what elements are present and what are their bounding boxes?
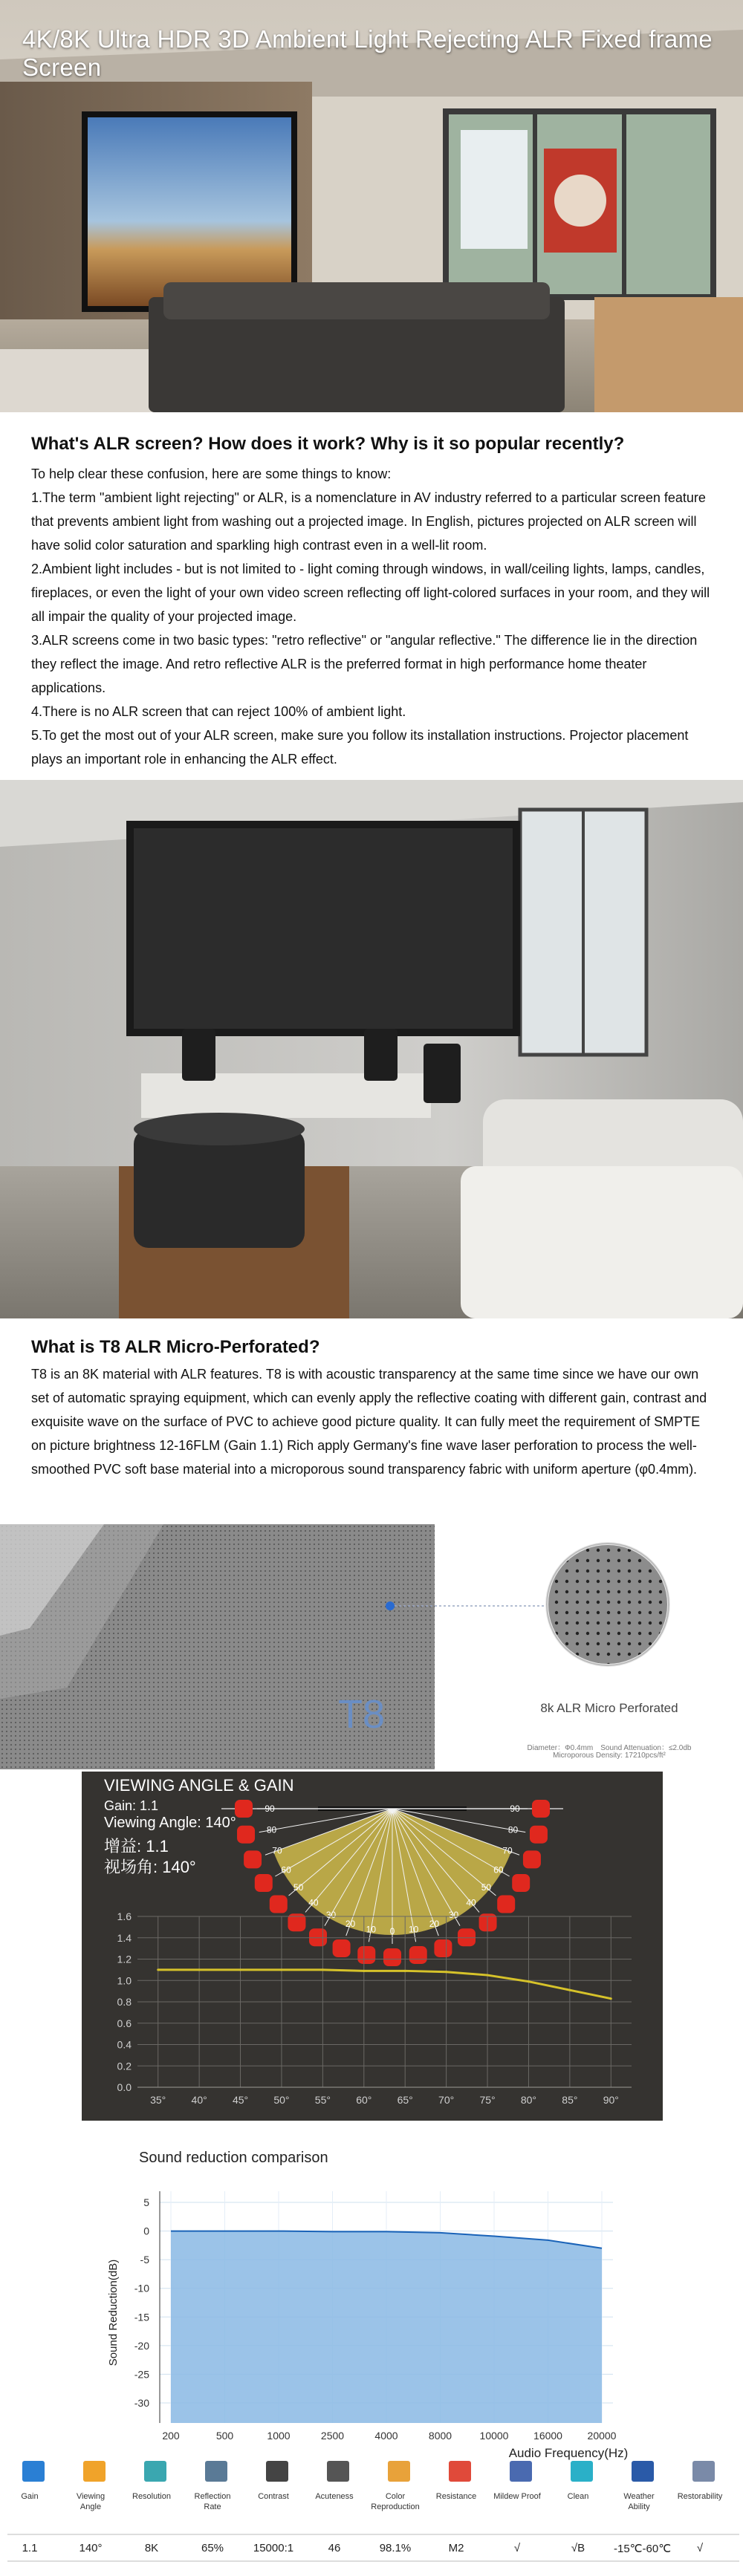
y-tick-label: 1.2 [117,1953,132,1965]
angle-label: 70 [502,1845,513,1856]
t8-caption: 8k ALR Micro Perforated [540,1701,678,1715]
angle-label: 40 [308,1897,319,1908]
seat-marker [530,1826,548,1844]
spec-icon [571,2461,593,2482]
y-tick-label: 1.0 [117,1974,132,1987]
spec-label: Weather Ability [623,2492,655,2511]
spec-label: Restorability [677,2492,723,2501]
spec-label: Viewing Angle [76,2492,106,2511]
spec-value: 8K [144,2542,159,2554]
gain-point [528,1980,530,1983]
spec-icon [632,2461,654,2482]
angle-label: 70 [272,1845,282,1856]
angle-label: 50 [293,1882,304,1893]
x-tick-label: 90° [603,2094,619,2106]
seat-marker [434,1939,452,1957]
t8-paragraph: T8 is an 8K material with ALR features. T8 is with acoustic transparency at the same time since we have our own set of automatic spraying equipment, which can evenly apply the reflective coating with different gain, contrast and exquisite wave on the surface of PVC to achieve good picture quality. It can fully meet the requirement of SMPTE on picture brightness 12-16FLM (Gain 1.1) Rich apply Germany's fine wave laser perforation to process the well-smoothed PVC soft base material into a microporous sound transparency fabric with uniform aperture (φ0.4mm). [31,1367,707,1477]
x-tick-label: 45° [232,2094,249,2106]
y-tick-label: -10 [134,2282,149,2294]
spec-cell [554,2459,602,2563]
spec-value: 98.1% [379,2542,412,2554]
seat-marker [532,1800,550,1818]
spec-cell [614,2459,672,2563]
gain-cn: 增益: 1.1 [104,1837,169,1855]
spec-cell [493,2459,541,2563]
angle-label: 80 [266,1824,277,1835]
gain-point [157,1968,159,1971]
gain-point [239,1968,241,1971]
angle-label: 20 [429,1919,440,1930]
y-tick-label: -25 [134,2368,149,2381]
gain-point [198,1968,201,1971]
spec-cell [311,2459,358,2563]
viewing-angle-cn: 视场角: 140° [104,1858,196,1876]
y-tick-label: -20 [134,2339,149,2352]
gain-point [280,1968,282,1971]
spec-icon [22,2461,45,2482]
t8-label: T8 [338,1692,386,1737]
seat-marker [458,1928,476,1946]
x-tick-label: 200 [162,2430,180,2442]
gain-point [445,1971,447,1973]
spec-icon [388,2461,410,2482]
alr-paragraph: 1.The term "ambient light rejecting" or ALR, is a nomenclature in AV industry referred to a particular screen feature that prevents ambient light from washing out a projected image. In English, pictures projected on ALR screen will have solid color saturation and sparkling high contrast even in a well-lit room. [31,490,706,553]
seat-marker [309,1928,327,1946]
x-tick-label: 75° [479,2094,496,2106]
seat-marker [409,1946,427,1964]
spec-label: Color Reproduction [371,2492,420,2511]
spec-icon [266,2461,288,2482]
alr-text [31,462,713,771]
angle-label: 10 [408,1924,419,1935]
angle-label: 80 [507,1824,519,1835]
viewing-angle-panel [82,1772,663,2121]
x-axis-label: Audio Frequency(Hz) [508,2446,629,2460]
gain-point [363,1970,365,1972]
y-tick-label: -5 [140,2254,149,2266]
spec-value: √ [696,2542,704,2554]
spec-label: Mildew Proof [493,2492,541,2501]
x-tick-label: 40° [191,2094,207,2106]
angle-label: 50 [481,1882,492,1893]
angle-label: 0 [389,1926,395,1936]
spec-icon [449,2461,471,2482]
seat-marker [523,1850,541,1868]
y-tick-label: -15 [134,2311,149,2323]
y-tick-label: 0.4 [117,2038,132,2051]
x-tick-label: 65° [397,2094,413,2106]
hero-title: 4K/8K Ultra HDR 3D Ambient Light Rejecting ALR Fixed frame Screen [22,25,713,81]
spec-label: Acuteness [315,2492,354,2501]
spec-value: √ [513,2542,521,2554]
seat-marker [497,1896,515,1913]
spec-value: 65% [201,2542,224,2554]
spec-icon [327,2461,349,2482]
y-tick-label: 0 [143,2225,149,2237]
seat-marker [255,1874,273,1892]
spec-cell [372,2459,419,2563]
alr-paragraph: 5.To get the most out of your ALR screen, make sure you follow its installation instructions. Projector placement plays an important role in enhancing the ALR effect. [31,728,689,767]
spec-value: √B [571,2542,585,2554]
y-tick-label: 5 [143,2196,149,2208]
spec-value: 46 [328,2542,341,2554]
x-tick-label: 1000 [267,2430,291,2442]
y-tick-label: 1.6 [117,1910,132,1922]
alr-paragraph: 4.There is no ALR screen that can reject 100% of ambient light. [31,704,406,719]
angle-label: 10 [366,1924,377,1935]
angle-label: 90 [265,1803,275,1814]
angle-label: 60 [281,1864,291,1876]
gain-en: Gain: 1.1 [104,1798,159,1813]
spec-value: M2 [448,2542,464,2554]
alr-heading: What's ALR screen? How does it work? Why is it so popular recently? [31,434,625,454]
angle-label: 30 [448,1909,459,1920]
spec-icon [510,2461,532,2482]
seat-marker [383,1948,401,1966]
spec-cell [6,2459,53,2563]
spec-value: -15℃-60℃ [614,2543,672,2555]
seat-marker [512,1874,530,1892]
seat-marker [270,1896,288,1913]
sound-title: Sound reduction comparison [139,2150,328,2166]
angle-label: 20 [345,1919,356,1930]
gain-point [568,1989,571,1991]
projector-room-photo [0,780,743,1318]
t8-material-detail [0,1524,743,1769]
spec-label: Gain [21,2492,39,2501]
spec-table [0,2459,743,2574]
seat-marker [235,1800,253,1818]
x-tick-label: 35° [150,2094,166,2106]
x-tick-label: 4000 [374,2430,398,2442]
alr-paragraph: 3.ALR screens come in two basic types: "retro reflective" or "angular reflective." The difference lie in the direction they reflect the image. And retro reflective ALR is the preferred format in high performance home theater applications. [31,633,698,695]
x-tick-label: 2500 [320,2430,345,2442]
t8-spec-line-1: Diameter：Ф0.4mm Sound Attenuation：≤2.0db [527,1744,692,1752]
x-tick-label: 10000 [479,2430,509,2442]
viewing-angle-en: Viewing Angle: 140° [104,1815,236,1831]
spec-cell [67,2459,114,2563]
x-tick-label: 55° [314,2094,331,2106]
x-tick-label: 70° [438,2094,455,2106]
gain-line [158,1970,611,1999]
spec-label: Clean [567,2492,589,2501]
x-tick-label: 20000 [587,2430,617,2442]
spec-label: Resolution [132,2492,171,2501]
x-tick-label: 8000 [428,2430,452,2442]
gain-point [404,1970,406,1972]
spec-value: 1.1 [22,2542,38,2554]
y-tick-label: 1.4 [117,1931,132,1944]
gain-point [610,1997,612,2000]
spec-cell [250,2459,297,2563]
y-tick-label: 0.8 [117,1996,132,2008]
x-tick-label: 16000 [533,2430,562,2442]
x-tick-label: 60° [356,2094,372,2106]
x-tick-label: 50° [273,2094,290,2106]
spec-cell [676,2459,724,2563]
t8-spec-line-2: Microporous Density: 17210pcs/ft² [553,1752,666,1760]
sound-reduction-chart [100,2143,635,2470]
angle-label: 30 [325,1909,337,1920]
angle-label: 90 [510,1803,520,1814]
spec-icon [83,2461,106,2482]
x-tick-label: 85° [562,2094,578,2106]
hero-banner [0,0,743,412]
y-tick-label: -30 [134,2397,149,2409]
spec-label: Reflection Rate [194,2492,231,2511]
alr-paragraph: To help clear these confusion, here are some things to know: [31,466,392,481]
spec-label: Resistance [435,2492,477,2501]
seat-marker [244,1850,262,1868]
y-tick-label: 0.2 [117,2060,132,2072]
y-tick-label: 0.6 [117,2017,132,2029]
spec-icon [692,2461,715,2482]
t8-heading: What is T8 ALR Micro-Perforated? [31,1337,320,1357]
sound-area [171,2231,602,2423]
y-axis-label: Sound Reduction(dB) [107,2259,120,2367]
x-tick-label: 80° [520,2094,537,2106]
spec-value: 15000:1 [253,2542,294,2554]
spec-cell [128,2459,175,2563]
spec-label: Contrast [258,2492,289,2501]
spec-icon [144,2461,166,2482]
x-tick-label: 500 [215,2430,234,2442]
gain-point [487,1974,489,1977]
spec-cell [189,2459,236,2563]
seat-marker [357,1946,375,1964]
spec-cell [432,2459,480,2563]
gain-point [322,1968,324,1971]
spec-icon [205,2461,227,2482]
viewing-title: VIEWING ANGLE & GAIN [104,1776,294,1795]
spec-value: 140° [79,2542,103,2554]
y-tick-label: 0.0 [117,2081,132,2093]
angle-label: 60 [493,1864,504,1876]
seat-marker [237,1826,255,1844]
alr-paragraph: 2.Ambient light includes - but is not limited to - light coming through windows, in wall/ceiling lights, lamps, candles, fireplaces, or even the light of your own video screen reflecting off light-colored surfaces in your room, and they will all impair the quality of your projected image. [31,562,710,624]
seat-marker [333,1939,351,1957]
angle-label: 40 [466,1897,476,1908]
